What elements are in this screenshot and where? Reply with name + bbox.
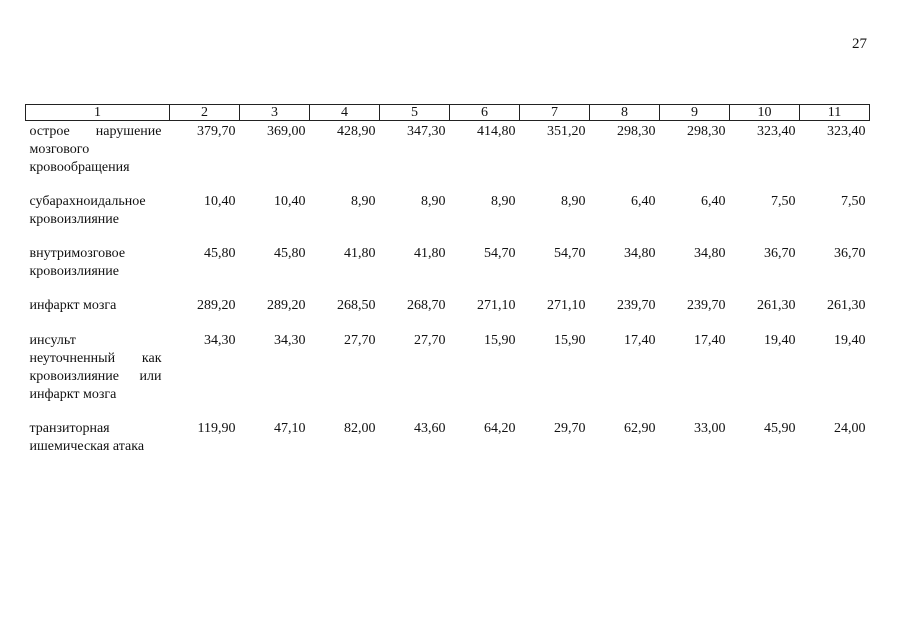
- row-label: транзиторная ишемическая атака: [29, 421, 145, 454]
- table-cell: 17,40: [694, 333, 726, 348]
- table-cell: 34,30: [204, 333, 236, 348]
- table-cell: 414,80: [477, 124, 516, 139]
- row-label: субарахноидальное кровоизлияние: [29, 194, 146, 227]
- table-cell: 62,90: [624, 421, 656, 436]
- table-cell: 261,30: [757, 298, 796, 313]
- row-label: инфаркт мозга: [29, 298, 117, 313]
- table-cell: 15,90: [484, 333, 516, 348]
- table-cell: 298,30: [687, 124, 726, 139]
- table-cell: 428,90: [337, 124, 376, 139]
- table-cell: 34,80: [624, 246, 656, 261]
- table-cell: 289,20: [267, 298, 306, 313]
- table-cell: 119,90: [197, 421, 236, 436]
- table-cell: 45,80: [274, 246, 306, 261]
- column-header: 11: [800, 105, 870, 121]
- table-row: [26, 297, 870, 332]
- table-cell: 45,80: [204, 246, 236, 261]
- table-cell: 289,20: [197, 298, 236, 313]
- table-cell: 268,70: [407, 298, 446, 313]
- table-cell: 34,30: [274, 333, 306, 348]
- table-cell: 27,70: [344, 333, 376, 348]
- column-header: 10: [730, 105, 800, 121]
- table-cell: 54,70: [484, 246, 516, 261]
- column-header: 5: [380, 105, 450, 121]
- row-label: инсульт неуточненный как кровоизлияние или инфаркт мозга: [29, 333, 162, 402]
- table-cell: 43,60: [414, 421, 446, 436]
- table-cell: 36,70: [764, 246, 796, 261]
- table-cell: 271,10: [477, 298, 516, 313]
- table-cell: 6,40: [701, 194, 726, 209]
- table-cell: 19,40: [834, 333, 866, 348]
- column-header: 4: [310, 105, 380, 121]
- table-cell: 45,90: [764, 421, 796, 436]
- column-header: 8: [590, 105, 660, 121]
- table-cell: 8,90: [491, 194, 516, 209]
- row-label: внутримозговое кровоизлияние: [29, 246, 126, 279]
- row-label: острое нарушение мозгового кровообращения: [29, 124, 162, 175]
- column-header: 7: [520, 105, 590, 121]
- table-cell: 47,10: [274, 421, 306, 436]
- table-cell: 17,40: [624, 333, 656, 348]
- table-cell: 24,00: [834, 421, 866, 436]
- column-header: 1: [26, 105, 170, 121]
- table-cell: 10,40: [274, 194, 306, 209]
- table-cell: 64,20: [484, 421, 516, 436]
- column-header: 6: [450, 105, 520, 121]
- table-cell: 347,30: [407, 124, 446, 139]
- table-cell: 379,70: [197, 124, 236, 139]
- table-cell: 10,40: [204, 194, 236, 209]
- table-cell: 33,00: [694, 421, 726, 436]
- table-cell: 41,80: [414, 246, 446, 261]
- table-cell: 82,00: [344, 421, 376, 436]
- column-header: 3: [240, 105, 310, 121]
- table-cell: 54,70: [554, 246, 586, 261]
- table-cell: 19,40: [764, 333, 796, 348]
- table-row: [26, 193, 870, 245]
- table-cell: 239,70: [617, 298, 656, 313]
- table-cell: 8,90: [351, 194, 376, 209]
- table-row: [26, 420, 870, 460]
- table-cell: 29,70: [554, 421, 586, 436]
- table-cell: 27,70: [414, 333, 446, 348]
- table-cell: 7,50: [771, 194, 796, 209]
- table-cell: 351,20: [547, 124, 586, 139]
- table-cell: 268,50: [337, 298, 376, 313]
- page-number: 27: [852, 36, 867, 52]
- table-cell: 261,30: [827, 298, 866, 313]
- statistics-table: [25, 104, 870, 460]
- table-cell: 8,90: [561, 194, 586, 209]
- table-cell: 271,10: [547, 298, 586, 313]
- table-cell: 323,40: [757, 124, 796, 139]
- table-row: [26, 332, 870, 420]
- table-cell: 7,50: [841, 194, 866, 209]
- table-cell: 298,30: [617, 124, 656, 139]
- column-header: 9: [660, 105, 730, 121]
- table-cell: 41,80: [344, 246, 376, 261]
- table-row: [26, 245, 870, 297]
- table-cell: 369,00: [267, 124, 306, 139]
- table-cell: 8,90: [421, 194, 446, 209]
- table-cell: 15,90: [554, 333, 586, 348]
- table-header-row: [26, 105, 870, 121]
- column-header: 2: [170, 105, 240, 121]
- table-cell: 36,70: [834, 246, 866, 261]
- table-cell: 323,40: [827, 124, 866, 139]
- table-cell: 6,40: [631, 194, 656, 209]
- table-cell: 34,80: [694, 246, 726, 261]
- table-row: [26, 121, 870, 194]
- table-cell: 239,70: [687, 298, 726, 313]
